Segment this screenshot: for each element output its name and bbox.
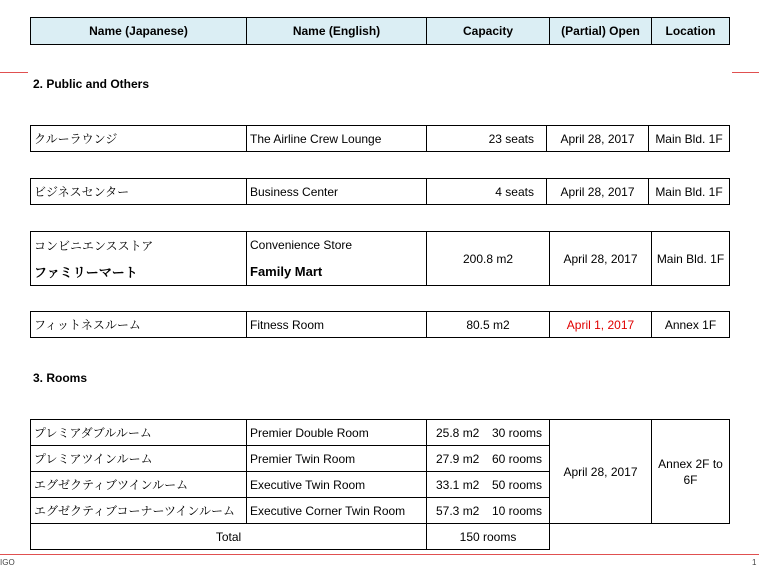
col-jp: Name (Japanese) [31,18,247,45]
room-cap [427,420,550,446]
footer-page: 1 [752,558,757,567]
store-jp-2: ファミリーマート [31,259,247,286]
room-count: 60 rooms [492,451,543,466]
rooms-open: April 28, 2017 [550,420,652,524]
col-open: (Partial) Open [550,18,652,45]
room-area: 27.9 m2 [436,451,480,466]
row-convenience-store [30,231,730,286]
bottom-rule [0,554,759,555]
crew-jp: クルーラウンジ [31,126,247,152]
total-row [31,524,730,550]
biz-cap: 4 seats [427,179,547,205]
row-business-center [30,178,730,205]
rooms-loc-line1: Annex 2F to [658,456,723,471]
fitness-jp: フィットネスルーム [31,312,247,338]
rooms-loc-line2: 6F [683,472,698,487]
biz-en: Business Center [247,179,427,205]
store-loc: Main Bld. 1F [652,232,730,286]
total-empty-loc [652,524,730,550]
col-loc: Location [652,18,730,45]
fitness-cap: 80.5 m2 [427,312,550,338]
section-3-title: 3. Rooms [33,371,88,385]
room-area: 25.8 m2 [436,425,480,440]
crew-open: April 28, 2017 [547,126,649,152]
fitness-open: April 1, 2017 [550,312,652,338]
store-jp-1: コンビニエンスストア [31,232,247,259]
room-count: 30 rooms [492,425,543,440]
total-value: 150 rooms [427,524,550,550]
room-en: Premier Double Room [247,420,427,446]
store-en-2: Family Mart [247,259,427,286]
room-count: 10 rooms [492,503,543,518]
col-cap: Capacity [427,18,550,45]
total-empty-open [550,524,652,550]
fitness-en: Fitness Room [247,312,427,338]
total-label: Total [31,524,427,550]
room-jp: プレミアツインルーム [31,446,247,472]
store-cap: 200.8 m2 [427,232,550,286]
store-open: April 28, 2017 [550,232,652,286]
col-en: Name (English) [247,18,427,45]
room-en: Premier Twin Room [247,446,427,472]
section-2-title: 2. Public and Others [33,77,150,91]
room-cap [427,498,550,524]
fitness-loc: Annex 1F [652,312,730,338]
row-crew-lounge [30,125,730,152]
crew-loc: Main Bld. 1F [649,126,730,152]
rooms-loc [652,420,730,524]
room-jp: エグゼクティブコーナーツインルーム [31,498,247,524]
rooms-table [30,419,730,550]
row-fitness-room [30,311,730,338]
room-area: 33.1 m2 [436,477,480,492]
biz-loc: Main Bld. 1F [649,179,730,205]
divider-left [0,72,28,73]
room-count: 50 rooms [492,477,543,492]
room-en: Executive Corner Twin Room [247,498,427,524]
biz-open: April 28, 2017 [547,179,649,205]
crew-cap: 23 seats [427,126,547,152]
room-area: 57.3 m2 [436,503,480,518]
header-table [30,17,730,45]
crew-en: The Airline Crew Lounge [247,126,427,152]
room-en: Executive Twin Room [247,472,427,498]
room-cap [427,446,550,472]
room-jp: エグゼクティブツインルーム [31,472,247,498]
divider-right [732,72,759,73]
room-jp: プレミアダブルルーム [31,420,247,446]
store-en-1: Convenience Store [247,232,427,259]
biz-jp: ビジネスセンター [31,179,247,205]
room-cap [427,472,550,498]
table-row [31,420,730,446]
footer-left: IGO [0,558,15,567]
